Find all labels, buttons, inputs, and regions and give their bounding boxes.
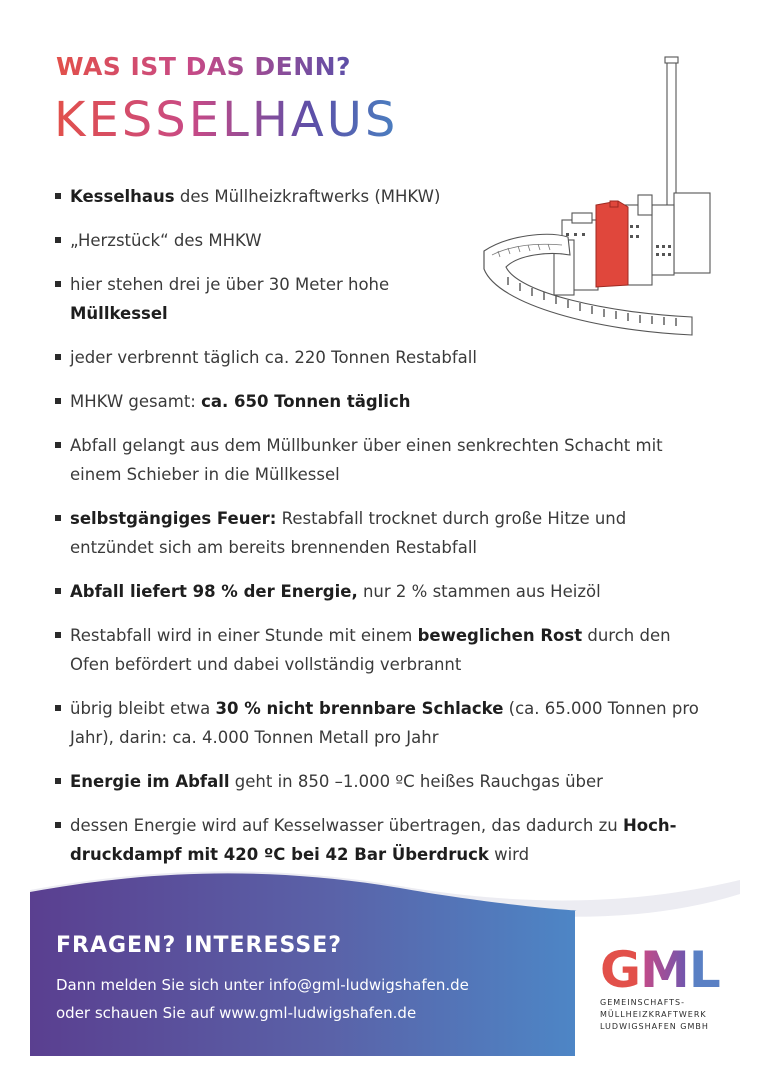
logo-subtitle-2: MÜLLHEIZKRAFTWERK <box>600 1010 707 1019</box>
list-item: Restabfall wird in einer Stunde mit einem beweglichen Rost durch den Ofen befördert und dabei vollständig verbrannt <box>52 621 712 679</box>
list-item: hier stehen drei je über 30 Meter hohe Müllkessel <box>52 270 490 328</box>
page-title: KESSELHAUS <box>54 92 399 148</box>
list-item: Energie im Abfall geht in 850 –1.000 ºC heißes Rauchgas über <box>52 767 712 796</box>
gml-logo: GML <box>600 941 720 999</box>
list-item: MHKW gesamt: ca. 650 Tonnen täglich <box>52 387 712 416</box>
logo-subtitle-3: LUDWIGSHAFEN GMBH <box>600 1022 709 1031</box>
list-item: „Herzstück“ des MHKW <box>52 226 490 255</box>
kicker-heading: WAS IST DAS DENN? <box>56 52 352 81</box>
contact-email-line[interactable]: Dann melden Sie sich unter info@gml-ludwigshafen.de <box>56 976 469 994</box>
list-item: Abfall liefert 98 % der Energie, nur 2 % stammen aus Heizöl <box>52 577 712 606</box>
logo-subtitle-1: GEMEINSCHAFTS- <box>600 998 686 1007</box>
list-item: Abfall gelangt aus dem Müllbunker über einen senkrechten Schacht mit einem Schieber in die Müllkessel <box>52 431 712 489</box>
list-item: übrig bleibt etwa 30 % nicht brennbare Schlacke (ca. 65.000 Tonnen pro Jahr), darin: ca. 4.000 Tonnen Metall pro Jahr <box>52 694 712 752</box>
facts-list <box>52 182 712 884</box>
list-item: jeder verbrennt täglich ca. 220 Tonnen Restabfall <box>52 343 490 372</box>
website-line[interactable]: oder schauen Sie auf www.gml-ludwigshafen.de <box>56 1004 417 1022</box>
list-item: dessen Energie wird auf Kesselwasser übertragen, das dadurch zu Hoch-druckdampf mit 420 ºC bei 42 Bar Überdruck wird <box>52 811 712 869</box>
cta-heading: FRAGEN? INTERESSE? <box>56 933 343 958</box>
list-item: selbstgängiges Feuer: Restabfall trocknet durch große Hitze und entzündet sich am bereits brennenden Restabfall <box>52 504 712 562</box>
list-item: Kesselhaus des Müllheizkraftwerks (MHKW) <box>52 182 490 211</box>
